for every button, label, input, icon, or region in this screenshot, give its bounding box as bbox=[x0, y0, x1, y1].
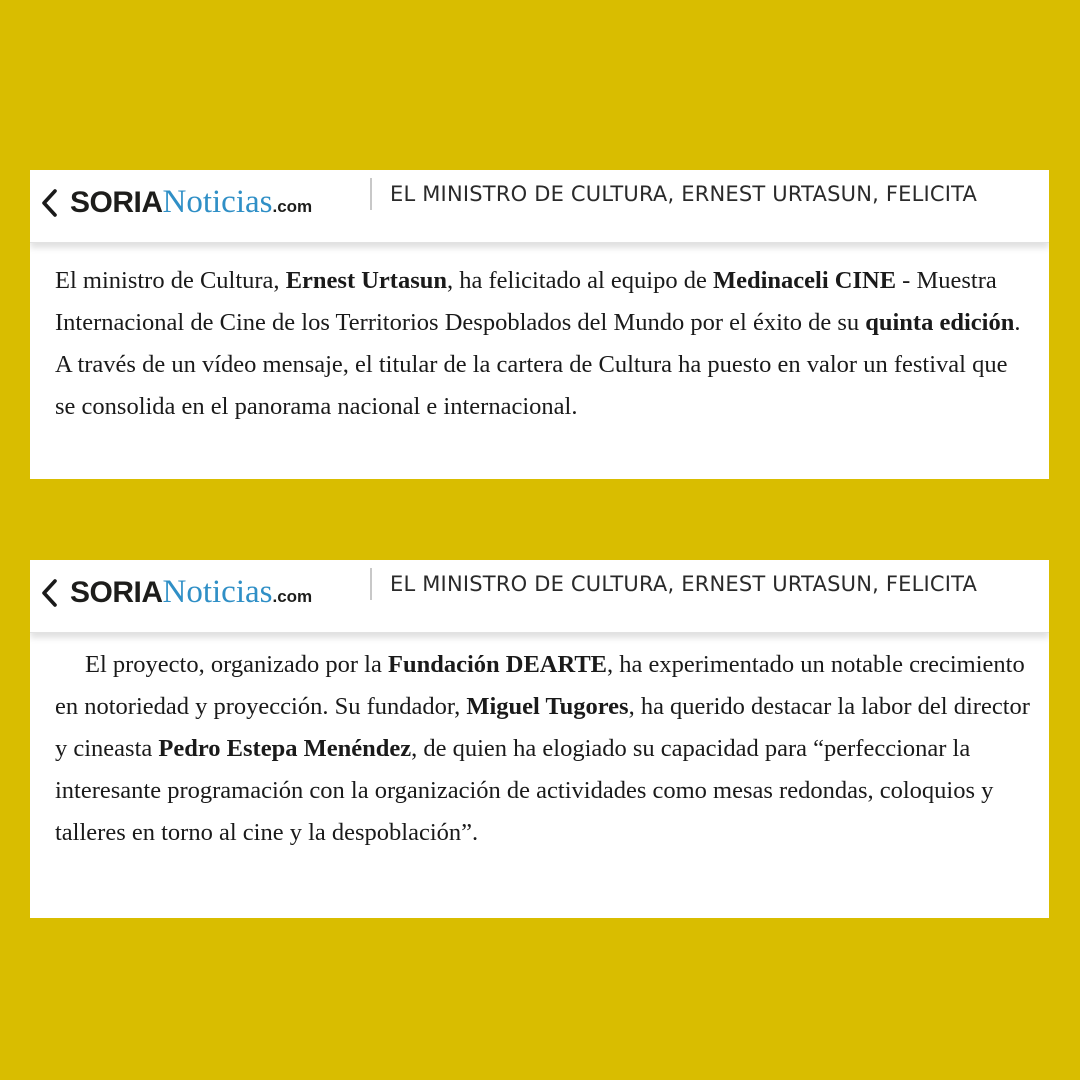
text-run-bold: Medinaceli CINE bbox=[712, 267, 897, 294]
text-run: , ha experimentado un notable crecimiento en notoriedad y proyección. Su fundador, bbox=[55, 651, 1025, 720]
text-run: . A través de un vídeo mensaje, el titular de la cartera de Cultura ha puesto en valor un festival que se consolida en el panorama nacional e internacional. bbox=[55, 309, 1021, 420]
article-headline[interactable]: EL MINISTRO DE CULTURA, ERNEST URTASUN, FELICITA bbox=[390, 572, 978, 596]
site-logo[interactable] bbox=[70, 576, 312, 609]
back-button[interactable] bbox=[38, 576, 64, 610]
article-card-2 bbox=[30, 560, 1049, 918]
text-run-bold: Pedro Estepa Menéndez bbox=[158, 735, 412, 762]
logo-noticias: Noticias bbox=[162, 184, 273, 220]
article-card-1 bbox=[30, 170, 1049, 479]
article-paragraph bbox=[55, 644, 1031, 854]
chevron-left-icon bbox=[38, 186, 64, 220]
header-divider bbox=[370, 178, 372, 210]
site-header bbox=[30, 560, 1049, 633]
text-run-bold: Fundación DEARTE bbox=[387, 651, 608, 678]
text-run: , ha querido destacar la labor del director y cineasta bbox=[55, 693, 1030, 762]
article-paragraph bbox=[55, 260, 1031, 428]
logo-soria: SORIA bbox=[70, 186, 163, 219]
site-logo[interactable] bbox=[70, 186, 312, 219]
logo-com: .com bbox=[272, 197, 313, 216]
text-run: , de quien ha elogiado su capacidad para “perfeccionar la interesante programación con la organización de actividades como mesas redondas, coloquios y talleres en torno al cine y la despoblación”. bbox=[55, 735, 994, 846]
text-run-bold: quinta edición bbox=[865, 309, 1015, 336]
text-run: , ha felicitado al equipo de bbox=[446, 267, 713, 294]
site-header bbox=[30, 170, 1049, 243]
article-headline[interactable]: EL MINISTRO DE CULTURA, ERNEST URTASUN, FELICITA bbox=[390, 182, 978, 206]
header-divider bbox=[370, 568, 372, 600]
text-run: - Muestra Internacional de Cine de los Territorios Despoblados del Mundo por el éxito de su bbox=[55, 267, 997, 336]
logo-soria: SORIA bbox=[70, 576, 163, 609]
back-button[interactable] bbox=[38, 186, 64, 220]
text-run: El proyecto, organizado por la bbox=[85, 651, 388, 678]
text-run-bold: Miguel Tugores bbox=[466, 693, 629, 720]
text-run: El ministro de Cultura, bbox=[55, 267, 286, 294]
chevron-left-icon bbox=[38, 576, 64, 610]
text-run-bold: Ernest Urtasun bbox=[285, 267, 447, 294]
logo-com: .com bbox=[272, 587, 313, 606]
logo-noticias: Noticias bbox=[162, 574, 273, 610]
